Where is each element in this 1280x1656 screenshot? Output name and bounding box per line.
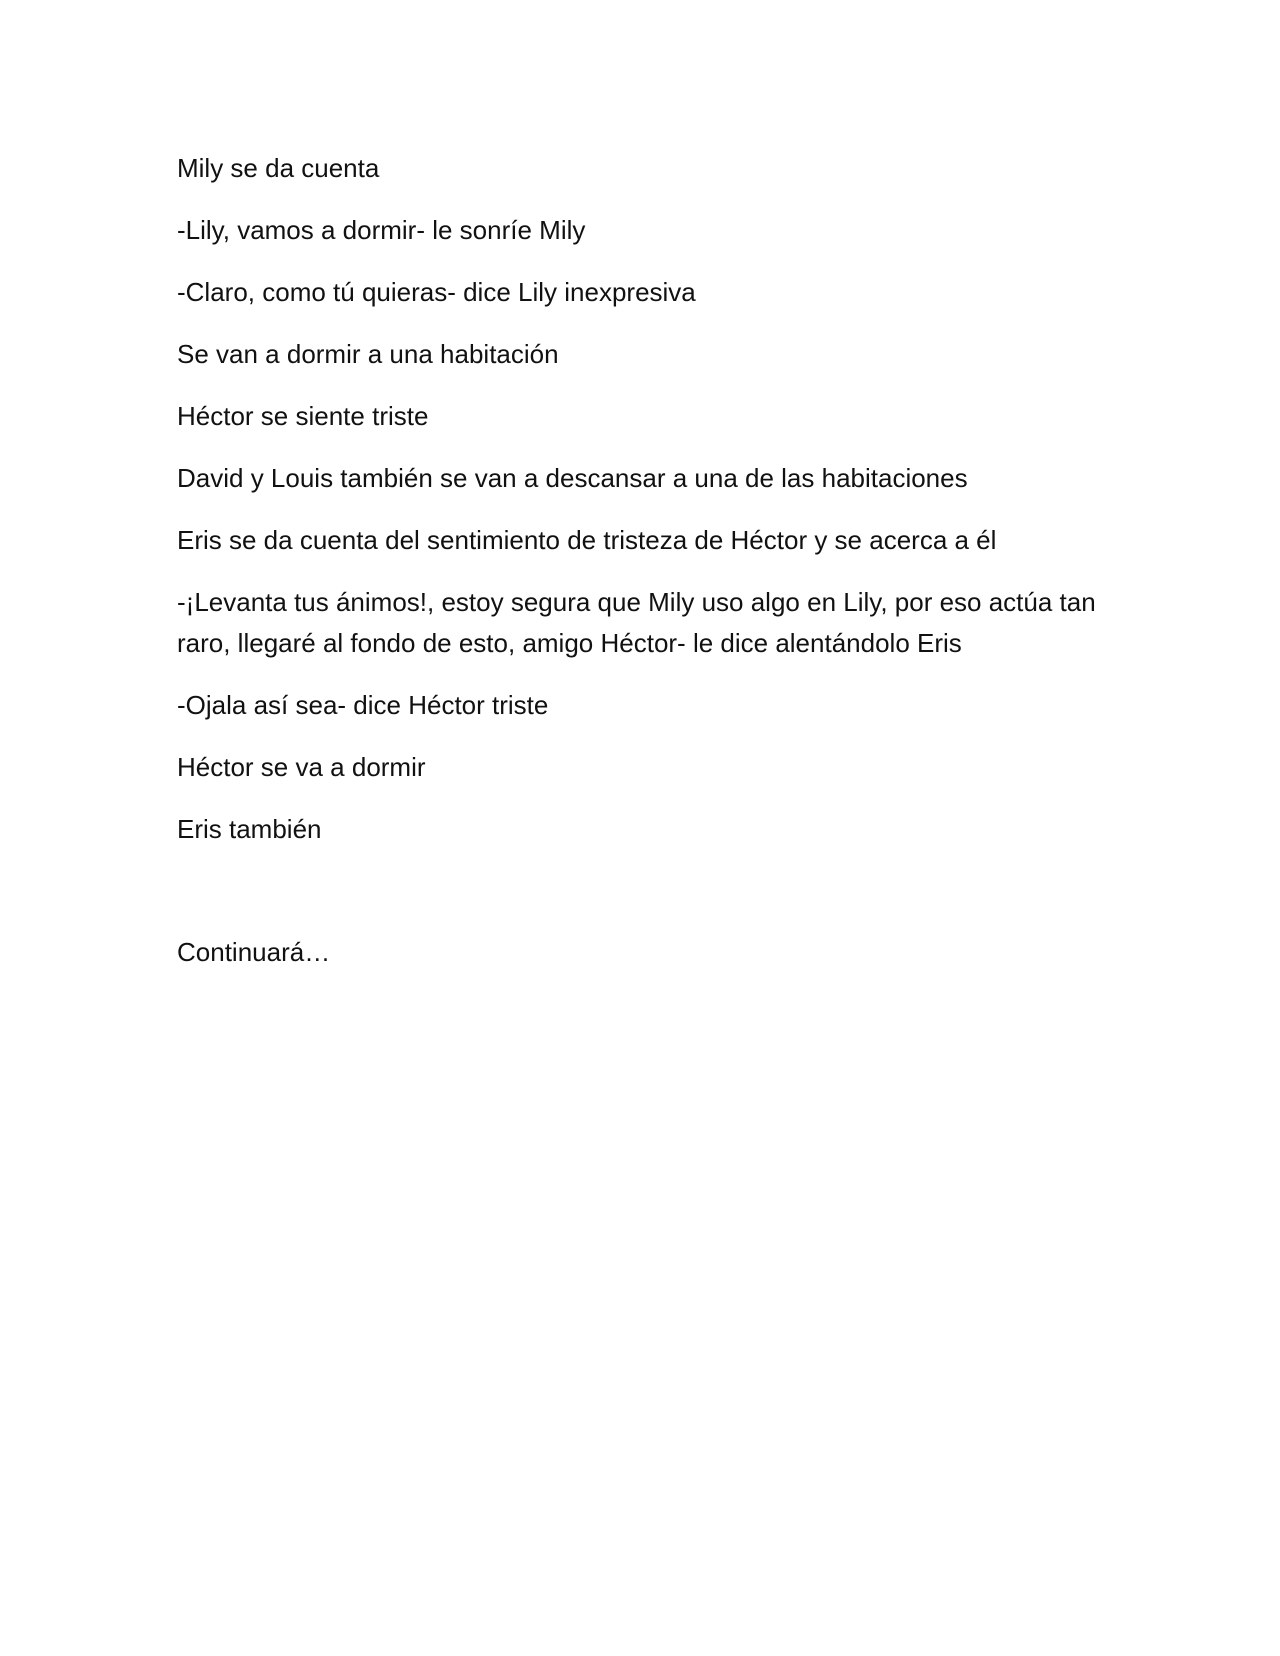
paragraph: Héctor se va a dormir <box>177 752 426 782</box>
document-body <box>177 148 1097 994</box>
paragraph: Eris se da cuenta del sentimiento de tristeza de Héctor y se acerca a él <box>177 525 997 555</box>
paragraph: Se van a dormir a una habitación <box>177 339 559 369</box>
closing-line: Continuará… <box>177 937 331 967</box>
paragraph: -¡Levanta tus ánimos!, estoy segura que Mily uso algo en Lily, por eso actúa tan raro, llegaré al fondo de esto, amigo Héctor- le dice alentándolo Eris <box>177 587 1096 658</box>
paragraph: David y Louis también se van a descansar a una de las habitaciones <box>177 463 968 493</box>
paragraph: -Lily, vamos a dormir- le sonríe Mily <box>177 215 586 245</box>
paragraph: Eris también <box>177 814 322 844</box>
paragraph: -Ojala así sea- dice Héctor triste <box>177 690 549 720</box>
paragraph: Héctor se siente triste <box>177 401 429 431</box>
blank-line <box>177 871 1097 932</box>
paragraph: -Claro, como tú quieras- dice Lily inexpresiva <box>177 277 696 307</box>
paragraph: Mily se da cuenta <box>177 153 380 183</box>
